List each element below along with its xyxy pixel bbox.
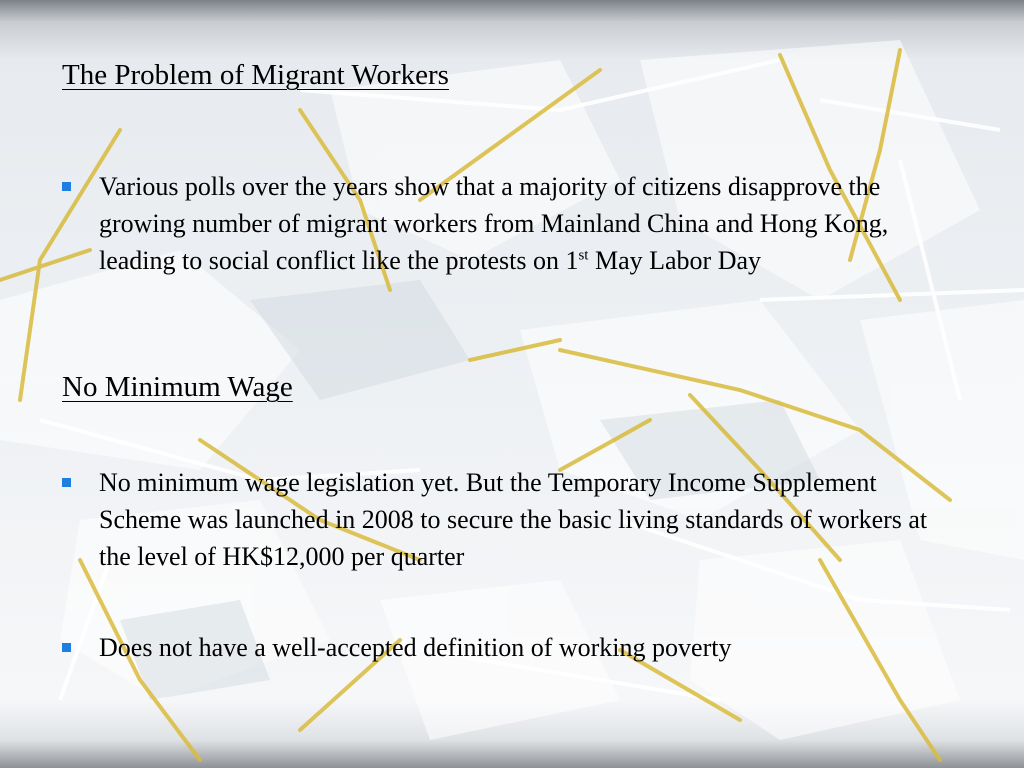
square-bullet-icon [62,478,71,487]
bullet-item-income-scheme [62,464,962,575]
bullet-item-working-poverty [62,629,962,666]
bullet-text-main: Various polls over the years show that a majority of citizens disapprove the growing number of migrant workers from Mainland China and Hong Kong, leading to social conflict like the protests on 1 [99,172,889,275]
bullet-text: Does not have a well-accepted definition of working poverty [99,633,732,662]
square-bullet-icon [62,182,71,191]
ordinal-suffix: st [578,247,589,264]
bullet-text-tail: May Labor Day [588,246,762,275]
section-heading-migrant-workers: The Problem of Migrant Workers [62,59,449,91]
bullet-text: No minimum wage legislation yet. But the Temporary Income Supplement Scheme was launched in 2008 to secure the basic living standards of workers at the level of HK$12,000 per quarter [99,468,928,571]
bullet-text [99,168,959,279]
square-bullet-icon [62,643,71,652]
section-heading-minimum-wage: No Minimum Wage [62,371,293,403]
bullet-item-migrant-polls [62,168,962,279]
